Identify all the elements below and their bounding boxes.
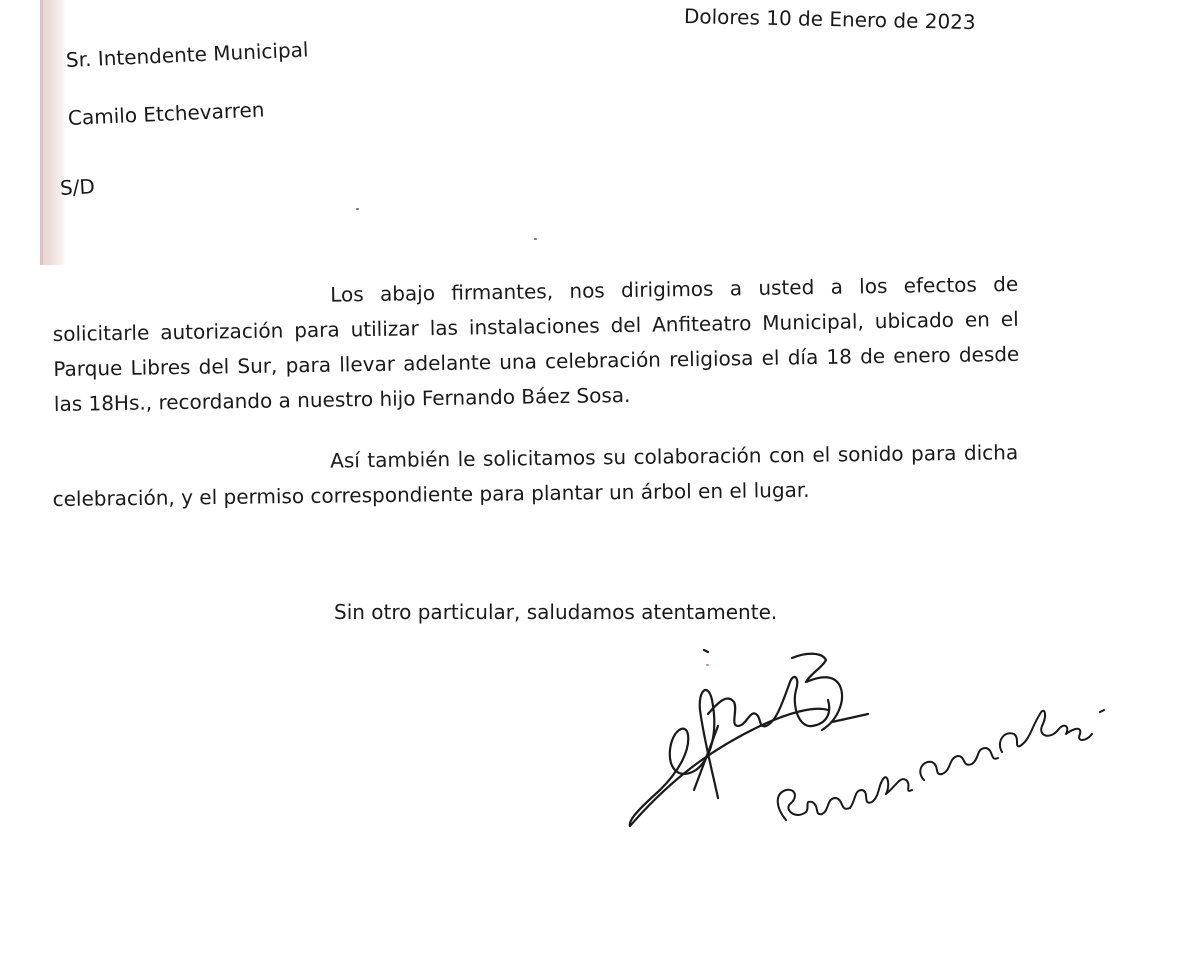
paper-speck	[356, 208, 359, 210]
paragraph-indent	[52, 302, 330, 306]
body-paragraph-2	[52, 435, 1019, 517]
paper-speck	[706, 664, 709, 666]
signatures	[600, 630, 1140, 860]
salutation-sd: S/D	[59, 174, 96, 200]
paper-edge-shadow	[40, 0, 66, 265]
paper-edge-line	[40, 0, 43, 265]
paper-speck	[534, 238, 537, 240]
body-paragraph-1	[52, 267, 1020, 422]
recipient-name: Camilo Etchevarren	[67, 97, 265, 130]
paragraph-indent	[52, 468, 330, 471]
paragraph-1-text: Los abajo firmantes, nos dirigimos a usted a los efectos de solicitarle autorización para utilizar las instalaciones del Anfiteatro Municipal, ubicado en el Parque Libres del Sur, para llevar adelante una celebración religiosa el día 18 de enero desde las 18Hs., recordando a nuestro hijo Fernando Báez Sosa.	[52, 271, 1020, 416]
recipient-title: Sr. Intendente Municipal	[65, 37, 309, 72]
letter-date: Dolores 10 de Enero de 2023	[683, 4, 976, 35]
closing-line: Sin otro particular, saludamos atentamente.	[334, 600, 778, 624]
paragraph-2-text: Así también le solicitamos su colaboración con el sonido para dicha celebración, y el permiso correspondiente para plantar un árbol en el lugar.	[52, 440, 1019, 511]
